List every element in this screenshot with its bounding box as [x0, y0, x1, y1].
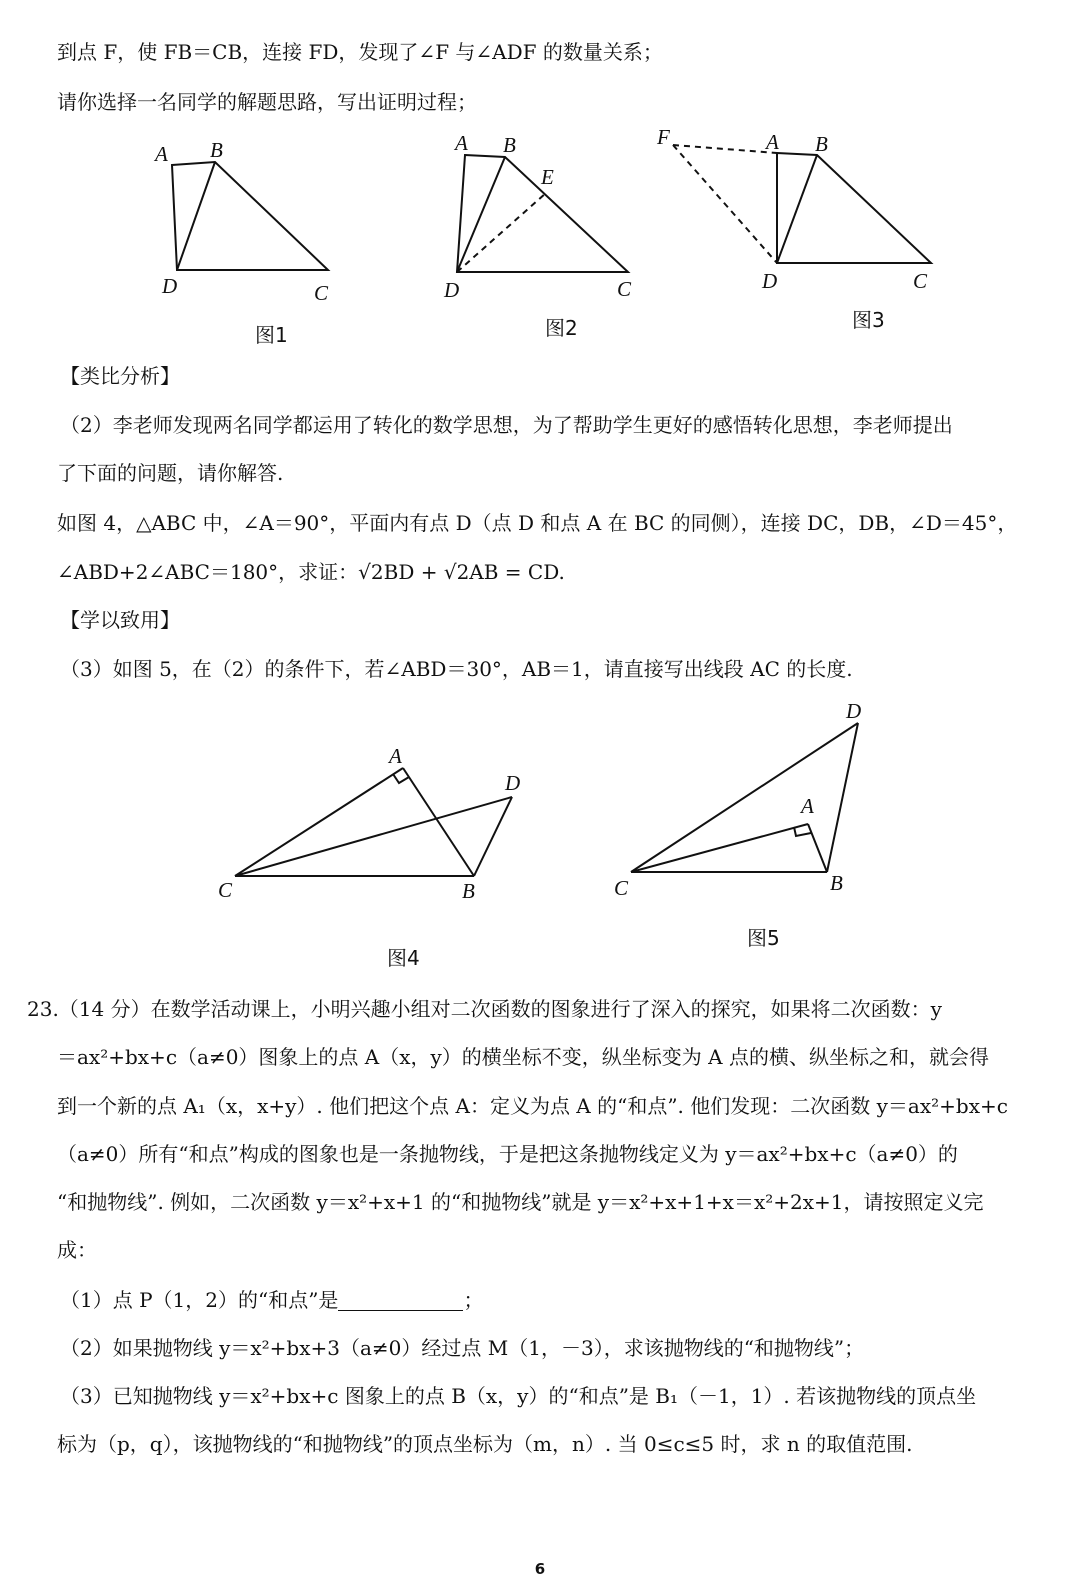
- text-line: （3）如图 5，在（2）的条件下，若∠ABD＝30°，AB＝1，请直接写出线段 AC 的长度.: [60, 657, 853, 681]
- fig5-right-angle-mark: [794, 827, 811, 836]
- fig2-label-b: B: [503, 133, 516, 157]
- q23-sub3-line2: 标为（p，q），该抛物线的“和抛物线”的顶点坐标为（m，n）. 当 0≤c≤5 时，求 n 的取值范围.: [57, 1432, 913, 1456]
- fig5-label-b: B: [830, 871, 843, 895]
- fig5-side-ca: [631, 824, 808, 872]
- fig5-label-d: D: [846, 699, 862, 723]
- figure-3: [656, 125, 931, 332]
- fig2-label-e: E: [541, 165, 554, 189]
- fig3-dashed-fd: [673, 145, 777, 263]
- fig3-label-c: C: [913, 269, 928, 293]
- q23-line: ＝ax²+bx+c（a≠0）图象上的点 A（x，y）的横坐标不变，纵坐标变为 A 点的横、纵坐标之和，就会得: [57, 1045, 989, 1069]
- text-line: 到点 F，使 FB＝CB，连接 FD，发现了∠F 与∠ADF 的数量关系；: [57, 40, 663, 64]
- text-line: 请你选择一名同学的解题思路，写出证明过程；: [57, 90, 477, 114]
- q23-sub3-line1: （3）已知抛物线 y＝x²+bx+c 图象上的点 B（x，y）的“和点”是 B₁（－1，1）. 若该抛物线的顶点坐: [60, 1384, 977, 1408]
- text-line: 了下面的问题，请你解答.: [57, 461, 284, 485]
- fig4-side-ca: [235, 768, 403, 876]
- figure-2: [443, 131, 632, 340]
- fig1-caption: 图1: [255, 323, 288, 347]
- fig3-label-a: A: [766, 130, 779, 154]
- q23-line: （a≠0）所有“和点”构成的图象也是一条抛物线，于是把这条抛物线定义为 y＝ax²+bx+c（a≠0）的: [57, 1142, 958, 1166]
- fig3-label-b: B: [815, 132, 828, 156]
- fig4-caption: 图4: [387, 946, 420, 970]
- fig1-label-b: B: [210, 138, 223, 162]
- application-heading: 【学以致用】: [60, 608, 180, 632]
- fig3-label-f: F: [657, 125, 670, 149]
- text-line: ∠ABD+2∠ABC＝180°，求证：√2BD + √2AB = CD.: [57, 560, 565, 584]
- fig3-caption: 图3: [852, 308, 885, 332]
- fig4-side-ab: [403, 768, 474, 876]
- q23-line: 到一个新的点 A₁（x，x+y）. 他们把这个点 A：定义为点 A 的“和点”. 他们发现：二次函数 y＝ax²+bx+c: [57, 1094, 1008, 1118]
- page-number: 6: [534, 1560, 546, 1578]
- fig1-label-c: C: [314, 281, 329, 305]
- fig4-side-db: [474, 797, 512, 876]
- fig3-diagonal-bd: [777, 155, 817, 263]
- fig3-dashed-fa: [673, 145, 777, 153]
- fig5-side-db: [827, 723, 858, 872]
- fig3-quadrilateral: [777, 153, 931, 263]
- fig1-diagonal-bd: [177, 162, 215, 270]
- fig2-caption: 图2: [545, 316, 578, 340]
- fig4-label-d: D: [505, 771, 521, 795]
- fig4-label-b: B: [462, 879, 475, 903]
- fig4-label-a: A: [389, 744, 402, 768]
- fig1-label-a: A: [155, 142, 168, 166]
- q23-sub1: [60, 1286, 1080, 1314]
- fig3-label-d: D: [762, 269, 778, 293]
- q23-sub1-text: （1）点 P（1，2）的“和点”是: [60, 1288, 339, 1312]
- q23-line: 成：: [57, 1238, 97, 1262]
- fig1-label-d: D: [162, 274, 178, 298]
- fig5-side-ab: [808, 824, 827, 872]
- figure-1: [153, 138, 329, 347]
- fig2-label-d: D: [444, 278, 460, 302]
- fig4-right-angle-mark: [393, 774, 409, 783]
- q23-sub2: （2）如果抛物线 y＝x²+bx+3（a≠0）经过点 M（1，－3），求该抛物线的“和抛物线”；: [60, 1336, 865, 1360]
- fig4-side-cd: [235, 797, 512, 876]
- q23-line: 23.（14 分）在数学活动课上，小明兴趣小组对二次函数的图象进行了深入的探究，如果将二次函数：y: [27, 997, 942, 1021]
- q23-line: “和抛物线”. 例如，二次函数 y＝x²+x+1 的“和抛物线”就是 y＝x²+x+1+x＝x²+2x+1，请按照定义完: [57, 1190, 984, 1214]
- fig5-label-c: C: [614, 876, 629, 900]
- fig2-label-c: C: [617, 277, 632, 301]
- q23-sub1-end: ；: [463, 1288, 484, 1312]
- fig5-caption: 图5: [747, 926, 780, 950]
- analogy-heading: 【类比分析】: [60, 364, 180, 388]
- text-line: 如图 4，△ABC 中，∠A＝90°，平面内有点 D（点 D 和点 A 在 BC 的同侧），连接 DC，DB，∠D＝45°，: [57, 511, 1018, 535]
- figure-4: [218, 744, 520, 970]
- fig2-label-a: A: [455, 131, 468, 155]
- fig2-dashed-de: [457, 193, 546, 272]
- figure-5: [614, 699, 861, 950]
- text-line: （2）李老师发现两名同学都运用了转化的数学思想，为了帮助学生更好的感悟转化思想，李老师提出: [60, 413, 953, 437]
- fig5-label-a: A: [801, 794, 814, 818]
- fig4-label-c: C: [218, 878, 233, 902]
- fig5-side-cd: [631, 723, 858, 872]
- answer-blank[interactable]: [338, 1290, 463, 1311]
